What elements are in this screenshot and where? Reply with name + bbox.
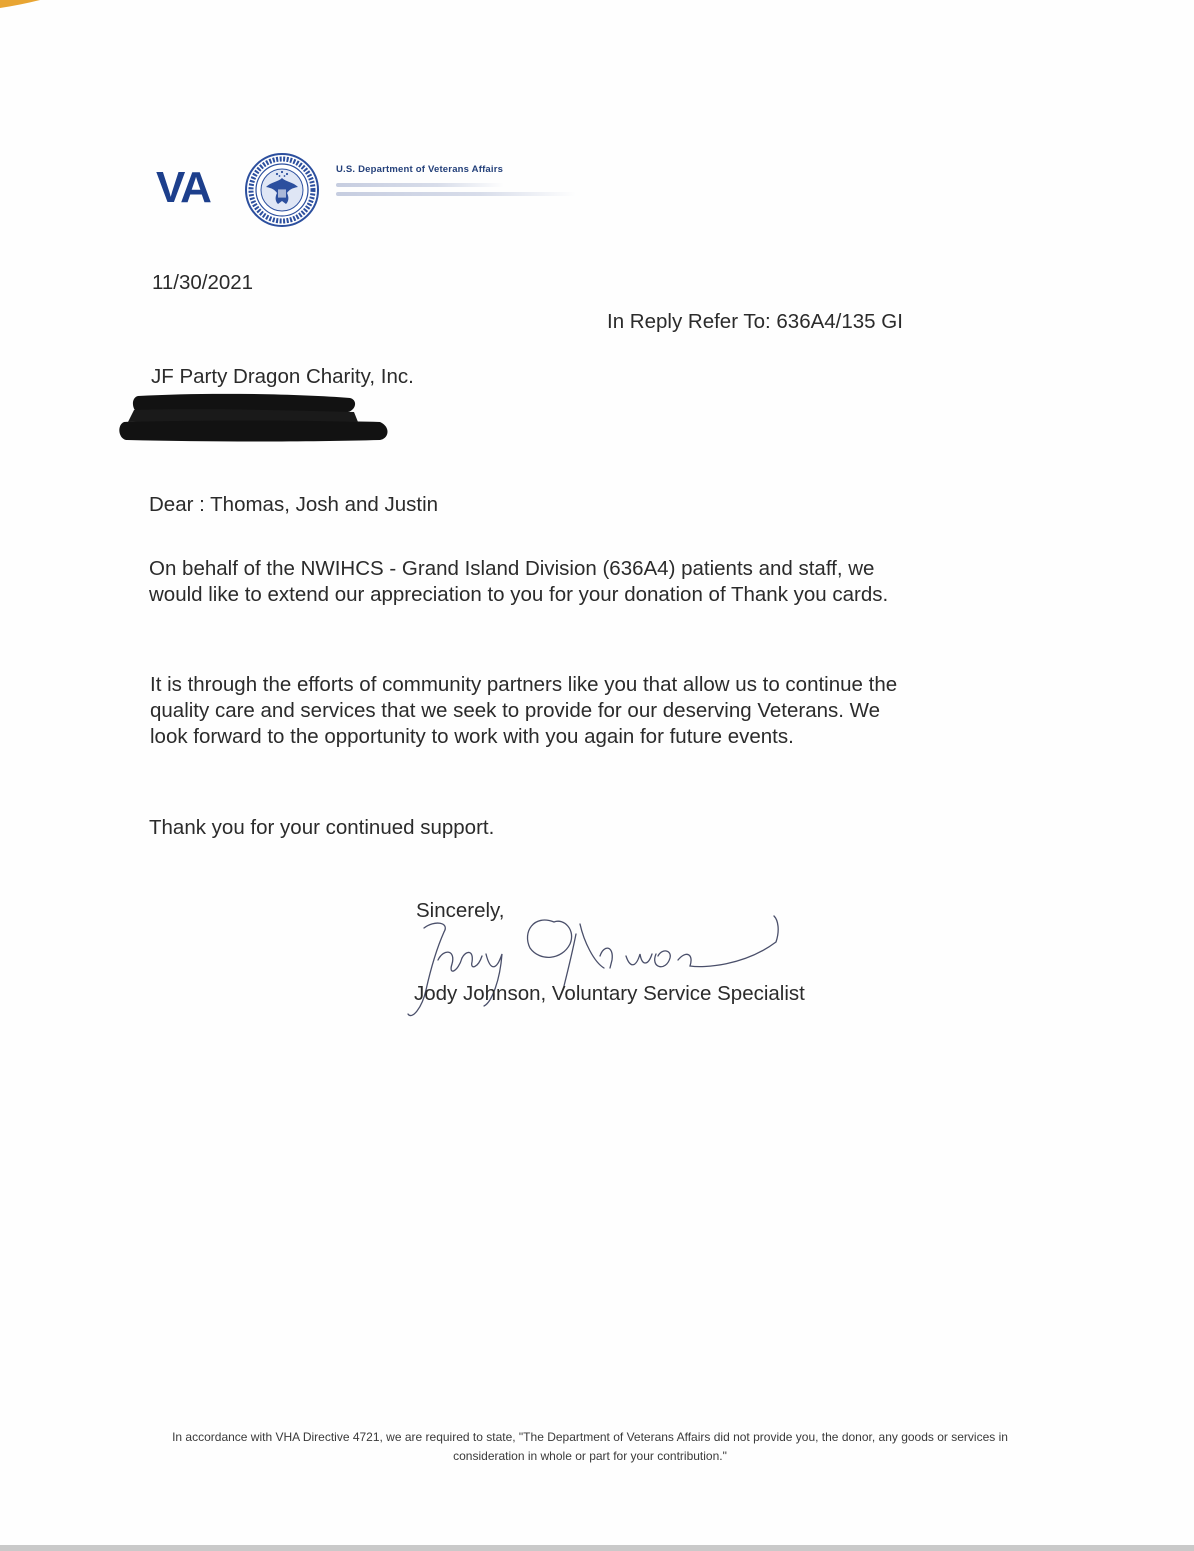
handwritten-signature — [404, 910, 784, 1025]
sign-off: Sincerely, — [416, 899, 505, 922]
redacted-address — [118, 392, 390, 444]
recipient-organization: JF Party Dragon Charity, Inc. — [151, 365, 414, 388]
faded-subtitle-line — [336, 183, 504, 187]
va-wordmark: VA — [156, 163, 210, 212]
signer-name-title: Jody Johnson, Voluntary Service Specialist — [414, 982, 805, 1005]
faded-subtitle-line — [336, 192, 576, 196]
page-corner-mark — [0, 0, 40, 8]
closing-line: Thank you for your continued support. — [149, 816, 495, 839]
letter-date: 11/30/2021 — [152, 271, 254, 294]
va-seal-icon — [244, 152, 320, 228]
greeting: Dear : Thomas, Josh and Justin — [149, 493, 439, 516]
department-name: U.S. Department of Veterans Affairs — [336, 164, 504, 175]
page-bottom-edge — [0, 1545, 1194, 1551]
paragraph-community-partners: It is through the efforts of community partners like you that allow us to continue the quality care and services that we seek to provide for our deserving Veterans. We look forward to the opportunity to work with you again for future events. — [150, 673, 898, 748]
directive-disclaimer: In accordance with VHA Directive 4721, we are required to state, "The Department of Veterans Affairs did not provide you, the donor, any goods or services in consideration in whole or part for your contribution." — [172, 1430, 1008, 1463]
department-block — [336, 164, 596, 196]
letterhead — [152, 148, 632, 238]
reply-reference: In Reply Refer To: 636A4/135 GI — [607, 310, 903, 333]
paragraph-appreciation: On behalf of the NWIHCS - Grand Island Division (636A4) patients and staff, we would like to extend our appreciation to you for your donation of Thank you cards. — [149, 557, 889, 606]
